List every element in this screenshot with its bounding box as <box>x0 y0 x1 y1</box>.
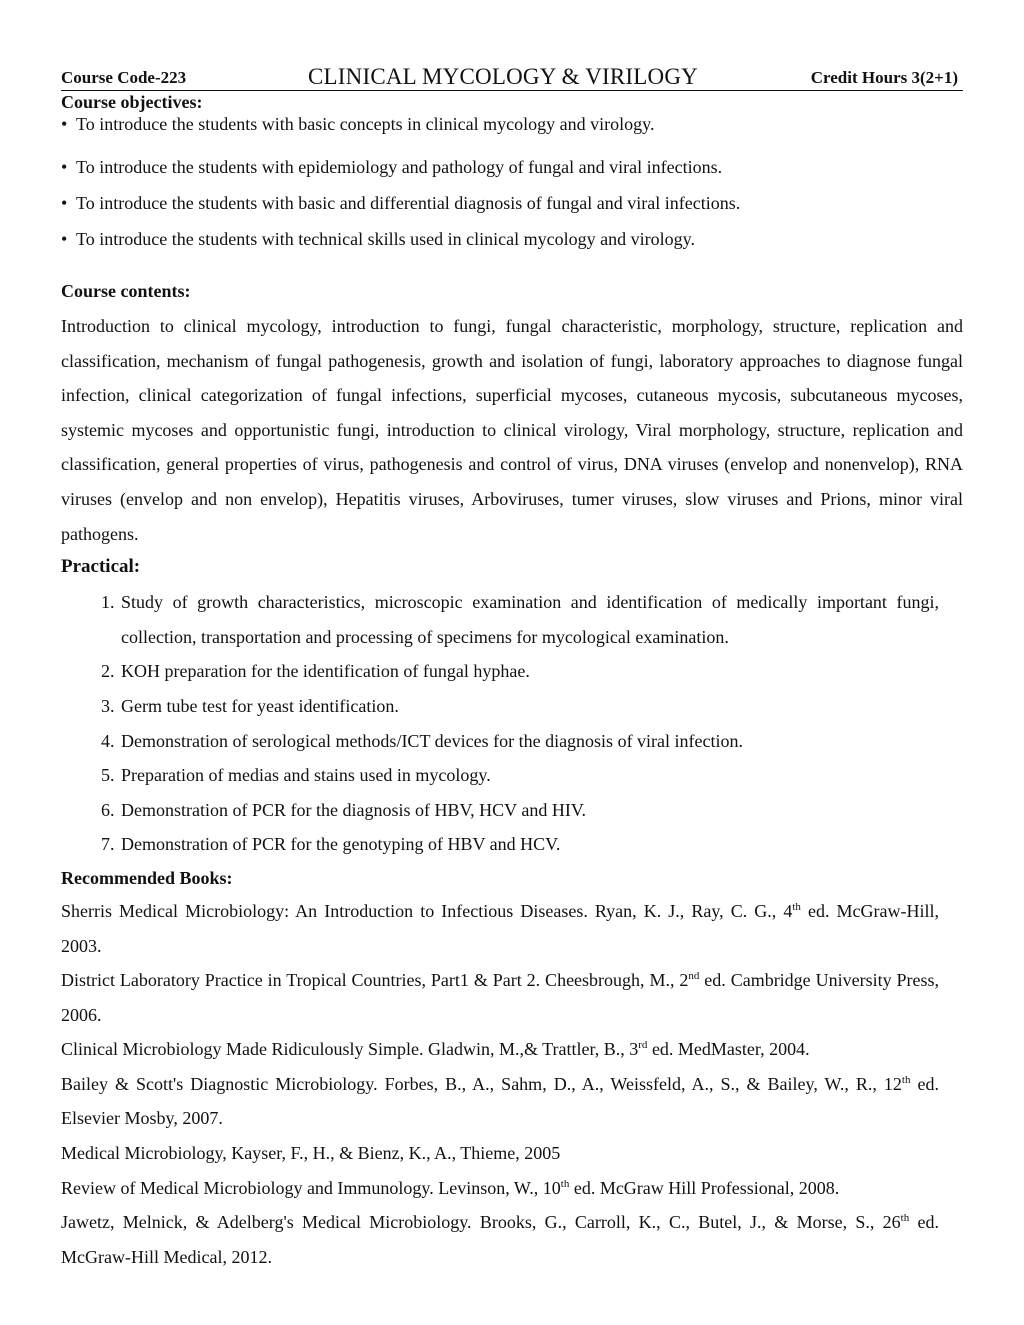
objective-item <box>61 221 963 257</box>
item-number: 3. <box>101 695 115 716</box>
objectives-heading: Course objectives: <box>61 92 203 112</box>
item-number: 7. <box>101 834 115 855</box>
credit-hours: Credit Hours 3(2+1) <box>810 68 958 87</box>
objective-item <box>61 149 963 185</box>
practical-text: Demonstration of serological methods/ICT devices for the diagnosis of viral infection. <box>121 730 744 751</box>
contents-heading: Course contents: <box>61 281 191 301</box>
course-code: Course Code-223 <box>61 68 187 87</box>
practical-text: Preparation of medias and stains used in mycology. <box>121 765 491 786</box>
book-reference: District Laboratory Practice in Tropical Countries, Part1 & Part 2. Cheesbrough, M., 2nd ed. Cambridge University Press, 2006. <box>61 970 939 1025</box>
book-reference: Medical Microbiology, Kayser, F., H., & Bienz, K., A., Thieme, 2005 <box>61 1143 561 1164</box>
practical-text: Germ tube test for yeast identification. <box>121 695 399 716</box>
practical-text: KOH preparation for the identification of fungal hyphae. <box>121 661 530 682</box>
practical-text: Demonstration of PCR for the diagnosis of HBV, HCV and HIV. <box>121 799 586 820</box>
practical-item <box>61 758 963 793</box>
objectives-list <box>61 113 963 257</box>
bullet-icon: • <box>61 229 68 249</box>
contents-paragraph: Introduction to clinical mycology, introduction to fungi, fungal characteristic, morphology, structure, replication and classification, mechanism of fungal pathogenesis, growth and isolation of fungi, laboratory approaches to diagnose fungal infection, clinical categorization of fungal infections, superficial mycoses, cutaneous mycosis, subcutaneous mycoses, systemic mycoses and opportunistic fungi, introduction to clinical virology, Viral morphology, structure, replication and classification, general properties of virus, pathogenesis and control of virus, DNA viruses (envelop and nonenvelop), RNA viruses (envelop and non envelop), Hepatitis viruses, Arboviruses, tumer viruses, slow viruses and Prions, minor viral pathogens. <box>61 316 963 544</box>
document-page <box>61 62 963 1274</box>
practical-item <box>61 724 963 759</box>
book-reference: Clinical Microbiology Made Ridiculously Simple. Gladwin, M.,& Trattler, B., 3rd ed. MedMaster, 2004. <box>61 1039 810 1060</box>
objective-item <box>61 113 963 135</box>
course-title: CLINICAL MYCOLOGY & VIRILOGY <box>308 64 698 89</box>
objective-text: To introduce the students with technical skills used in clinical mycology and virology. <box>76 229 695 249</box>
practical-item <box>61 689 963 724</box>
practical-item <box>61 827 963 862</box>
objective-text: To introduce the students with basic and differential diagnosis of fungal and viral infections. <box>76 193 741 213</box>
practical-item <box>61 654 963 689</box>
book-reference: Sherris Medical Microbiology: An Introduction to Infectious Diseases. Ryan, K. J., Ray, C. G., 4th ed. McGraw-Hill, 2003. <box>61 900 940 956</box>
practical-item <box>61 585 963 654</box>
item-number: 2. <box>101 661 115 682</box>
book-reference: Review of Medical Microbiology and Immunology. Levinson, W., 10th ed. McGraw Hill Professional, 2008. <box>61 1177 840 1198</box>
bullet-icon: • <box>61 157 68 177</box>
book-reference: Jawetz, Melnick, & Adelberg's Medical Microbiology. Brooks, G., Carroll, K., C., Butel, J., & Morse, S., 26th ed. McGraw-Hill Medical, 2012. <box>61 1212 939 1267</box>
books-heading: Recommended Books: <box>61 867 233 888</box>
objective-item <box>61 185 963 221</box>
practical-text: Demonstration of PCR for the genotyping of HBV and HCV. <box>121 834 561 855</box>
item-number: 6. <box>101 799 115 820</box>
practical-item <box>61 793 963 828</box>
item-number: 4. <box>101 730 115 751</box>
item-number: 5. <box>101 765 115 786</box>
practical-list <box>61 585 963 862</box>
practical-text: Study of growth characteristics, microscopic examination and identification of medically important fungi, collection, transportation and processing of specimens for mycological examination. <box>121 592 939 647</box>
objective-text: To introduce the students with basic concepts in clinical mycology and virology. <box>76 114 655 134</box>
bullet-icon: • <box>61 193 68 213</box>
practical-heading: Practical: <box>61 556 141 578</box>
course-header <box>61 62 963 91</box>
item-number: 1. <box>101 592 115 613</box>
objective-text: To introduce the students with epidemiology and pathology of fungal and viral infections. <box>76 157 723 177</box>
book-reference: Bailey & Scott's Diagnostic Microbiology. Forbes, B., A., Sahm, D., A., Weissfeld, A., S., & Bailey, W., R., 12th ed. Elsevier Mosby, 2007. <box>61 1073 939 1129</box>
bullet-icon: • <box>61 114 68 134</box>
